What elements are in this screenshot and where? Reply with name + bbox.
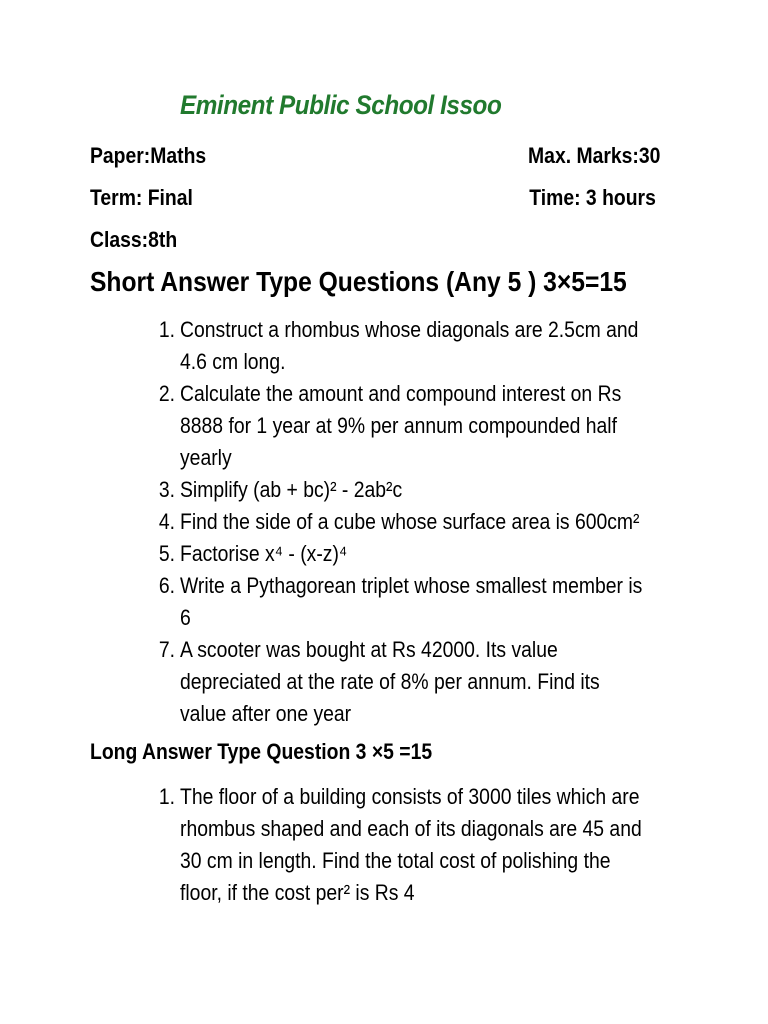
question-text-line: yearly [180, 445, 232, 470]
long-answer-heading: Long Answer Type Question 3 ×5 =15 [90, 739, 433, 764]
question-text-line: 4.6 cm long. [180, 349, 286, 374]
short-question-4 [158, 506, 682, 538]
short-question-3 [158, 474, 682, 506]
question-text-line: Simplify (ab + bc)² - 2ab²c [180, 477, 403, 502]
question-text-line: Find the side of a cube whose surface area is 600cm² [180, 509, 640, 534]
paper-subject: Paper:Maths [90, 143, 207, 168]
question-text-line: Construct a rhombus whose diagonals are 2.5cm and [180, 317, 639, 342]
question-text-line: A scooter was bought at Rs 42000. Its value [180, 637, 558, 662]
long-question-1 [158, 781, 682, 909]
question-number: 6. [158, 573, 176, 598]
question-text-line: depreciated at the rate of 8% per annum. Find its [180, 669, 600, 694]
question-number: 5. [158, 541, 176, 566]
exam-time: Time: 3 hours [529, 185, 656, 210]
question-number: 3. [158, 477, 176, 502]
short-question-5 [158, 538, 682, 570]
short-answer-question-list [158, 314, 740, 730]
question-number: 4. [158, 509, 176, 534]
school-name: Eminent Public School Issoo [180, 90, 502, 120]
question-text-line: 6 [180, 605, 191, 630]
class-level: Class:8th [90, 227, 178, 252]
question-number: 1. [158, 784, 176, 809]
question-number: 1. [158, 317, 176, 342]
short-question-6 [158, 570, 682, 634]
question-text-line: floor, if the cost per² is Rs 4 [180, 880, 415, 905]
question-text-line: The floor of a building consists of 3000 tiles which are [180, 784, 640, 809]
exam-term: Term: Final [90, 185, 193, 210]
short-question-1 [158, 314, 682, 378]
short-question-2 [158, 378, 682, 474]
question-number: 2. [158, 381, 176, 406]
question-text-line: 30 cm in length. Find the total cost of polishing the [180, 848, 611, 873]
long-answer-question-list [158, 781, 740, 909]
max-marks: Max. Marks:30 [527, 143, 660, 168]
question-text-line: 8888 for 1 year at 9% per annum compounded half [180, 413, 617, 438]
short-question-7 [158, 634, 682, 730]
question-text-line: rhombus shaped and each of its diagonals are 45 and [180, 816, 642, 841]
question-text-line: Factorise x⁴ - (x-z)⁴ [180, 541, 348, 566]
question-text-line: Calculate the amount and compound interest on Rs [180, 381, 622, 406]
short-answer-heading: Short Answer Type Questions (Any 5 ) 3×5=15 [90, 266, 627, 297]
question-text-line: value after one year [180, 701, 352, 726]
question-text-line: Write a Pythagorean triplet whose smallest member is [180, 573, 643, 598]
question-number: 7. [158, 637, 176, 662]
